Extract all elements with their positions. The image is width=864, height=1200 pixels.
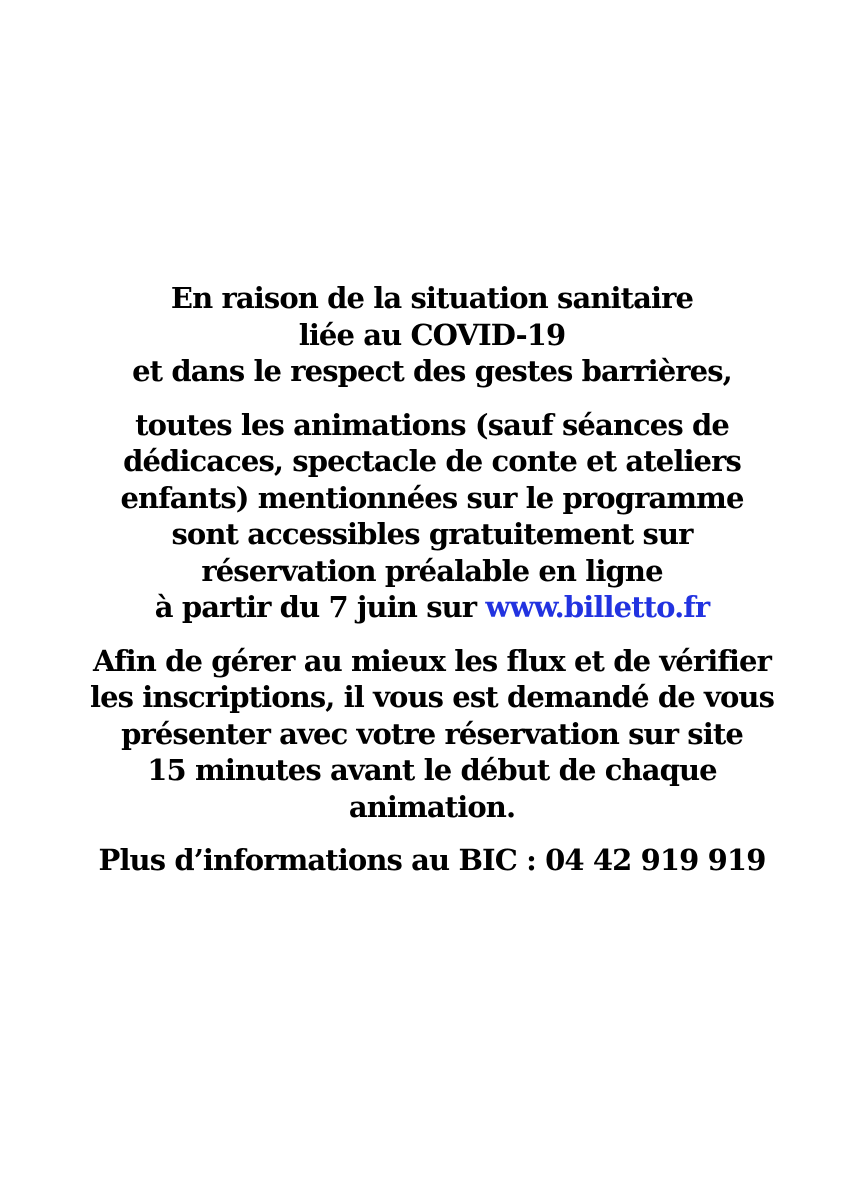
intro-line: En raison de la situation sanitaire (170, 281, 694, 315)
arrival-line: présenter avec votre réservation sur site (121, 716, 743, 751)
reservation-line: enfants) mentionnées sur le programme (120, 480, 744, 515)
arrival-line: Afin de gérer au mieux les flux et de vérifier (93, 643, 771, 678)
reservation-line: dédicaces, spectacle de conte et ateliers (123, 444, 741, 478)
arrival-line: animation. (348, 789, 516, 824)
intro-line: et dans le respect des gestes barrières, (132, 354, 732, 388)
arrival-line: les inscriptions, il vous est demandé de vous (89, 680, 775, 714)
billetto-link[interactable]: www.billetto.fr (485, 590, 710, 624)
arrival-paragraph (40, 643, 824, 826)
contact-info: Plus d’informations au BIC : 04 42 919 919 (98, 843, 766, 877)
covid-notice (40, 280, 824, 896)
contact-paragraph (40, 842, 824, 879)
reservation-line: réservation préalable en ligne (201, 553, 663, 588)
reservation-line: toutes les animations (sauf séances de (135, 407, 729, 442)
reservation-line: sont accessibles gratuitement sur (171, 517, 693, 551)
intro-paragraph (40, 280, 824, 390)
reservation-date-line (40, 589, 824, 626)
intro-line: liée au COVID-19 (298, 317, 566, 352)
arrival-line: 15 minutes avant le début de chaque (147, 753, 717, 787)
reservation-date-text: à partir du 7 juin sur (154, 590, 486, 624)
reservation-paragraph (40, 407, 824, 626)
